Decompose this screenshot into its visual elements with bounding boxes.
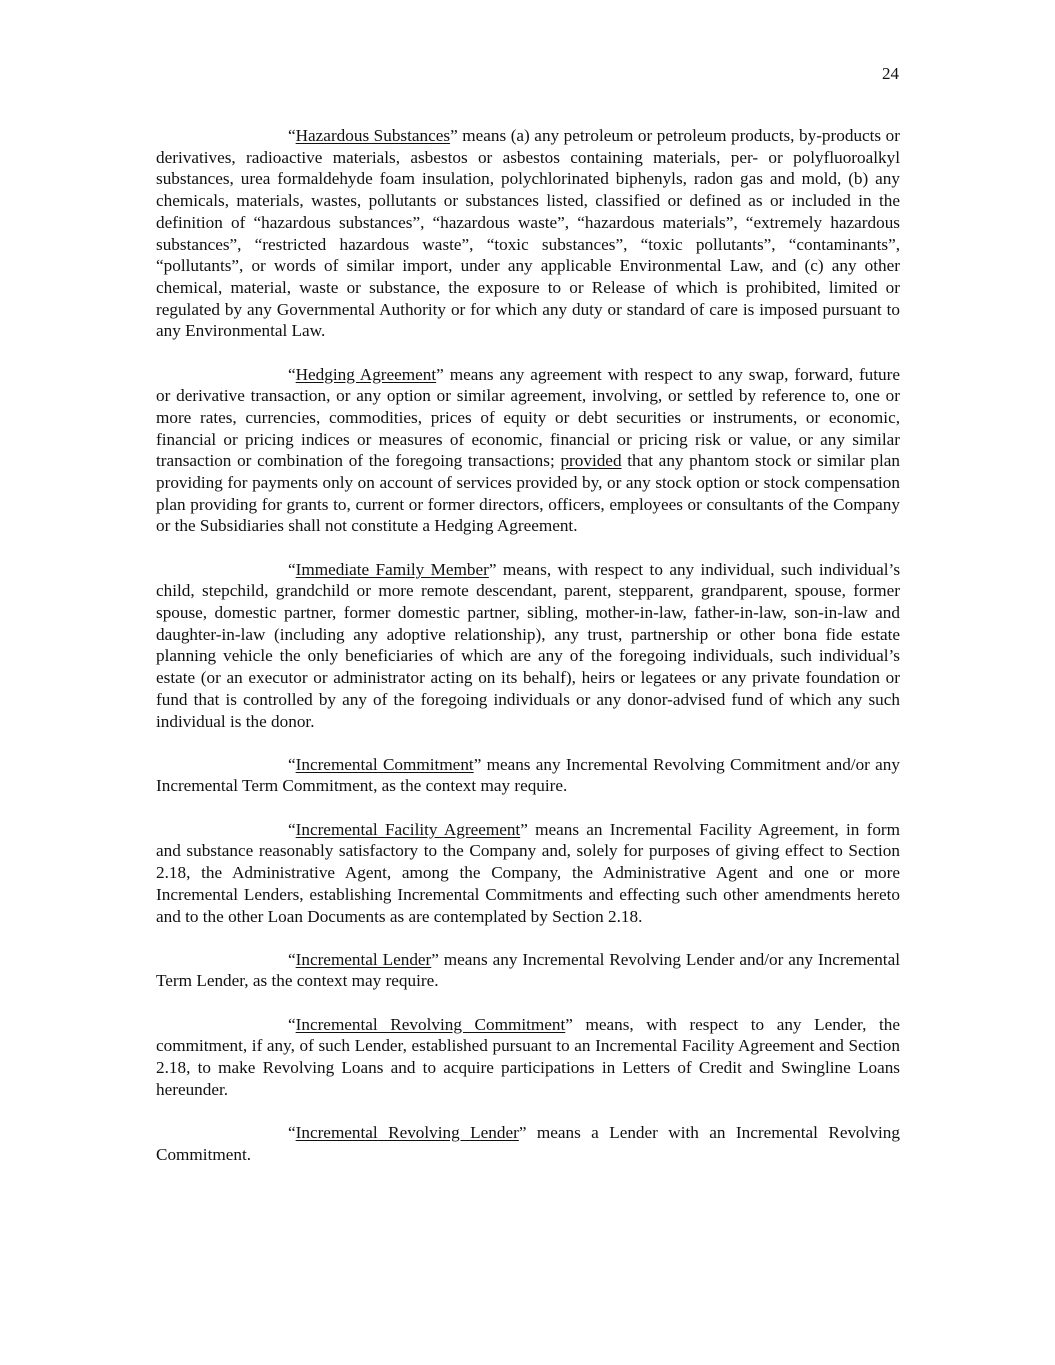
definition-incremental-lender: “Incremental Lender” means any Incremental Revolving Lender and/or any Incremental Term Lender, as the context may require. bbox=[156, 949, 900, 991]
page-number: 24 bbox=[882, 64, 899, 83]
definition-text: ” means any agreement with respect to any swap, forward, future or derivative transaction, or any option or similar agreement, involving, or settled by reference to, one or more rates, currencies, commodities, prices of equity or debt securities or instruments, or economic, financial or pricing indices or measures of economic, financial or pricing risk or value, or any similar transaction or combination of the foregoing transactions; bbox=[156, 364, 900, 471]
definition-incremental-commitment: “Incremental Commitment” means any Incremental Revolving Commitment and/or any Incremental Term Commitment, as the context may require. bbox=[156, 754, 900, 796]
definition-hazardous-substances: “Hazardous Substances” means (a) any petroleum or petroleum products, by-products or derivatives, radioactive materials, asbestos or asbestos containing materials, per- or polyfluoroalkyl substances, urea formaldehyde foam insulation, polychlorinated biphenyls, radon gas and mold, (b) any chemicals, materials, wastes, pollutants or substances listed, classified or defined as or included in the definition of “hazardous substances”, “hazardous waste”, “hazardous materials”, “extremely hazardous substances”, “restricted hazardous waste”, “toxic substances”, “toxic pollutants”, “contaminants”, “pollutants”, or words of similar import, under any applicable Environmental Law, and (c) any other chemical, material, waste or substance, the exposure to or Release of which is prohibited, limited or regulated by any Governmental Authority or for which any duty or standard of care is imposed pursuant to any Environmental Law. bbox=[156, 126, 900, 341]
underlined-proviso: provided bbox=[560, 451, 622, 471]
definition-text: ” means, with respect to any individual, such individual’s child, stepchild, grandchild or more remote descendant, parent, stepparent, grandparent, spouse, former spouse, domestic partner, former domestic partner, sibling, mother-in-law, father-in-law, son-in-law and daughter-in-law (including any adoptive relationship), any trust, partnership or other bona fide estate planning vehicle the only beneficiaries of which are any of the foregoing individuals, such individual’s estate (or an executor or administrator acting on its behalf), heirs or legatees or any private foundation or fund that is controlled by any of the foregoing individuals or any donor-advised fund of which any such individual is the donor. bbox=[156, 559, 901, 731]
definition-text: ” means an Incremental Facility Agreement, in form and substance reasonably satisfactory to the Company and, solely for purposes of giving effect to Section 2.18, the Administrative Agent, among the Company, the Administrative Agent and one or more Incremental Lenders, establishing Incremental Commitments and effecting such other amendments hereto and to the other Loan Documents as are contemplated by Section 2.18. bbox=[156, 819, 901, 926]
definition-immediate-family-member: “Immediate Family Member” means, with respect to any individual, such individual’s child, stepchild, grandchild or more remote descendant, parent, stepparent, grandparent, spouse, former spouse, domestic partner, former domestic partner, sibling, mother-in-law, father-in-law, son-in-law and daughter-in-law (including any adoptive relationship), any trust, partnership or other bona fide estate planning vehicle the only beneficiaries of which are any of the foregoing individuals, such individual’s estate (or an executor or administrator acting on its behalf), heirs or legatees or any private foundation or fund that is controlled by any of the foregoing individuals or any donor-advised fund of which any such individual is the donor. bbox=[156, 559, 901, 731]
definition-text: ” means (a) any petroleum or petroleum products, by-products or derivatives, radioactive materials, asbestos or asbestos containing materials, per- or polyfluoroalkyl substances, urea formaldehyde foam insulation, polychlorinated biphenyls, radon gas and mold, (b) any chemicals, materials, wastes, pollutants or substances listed, classified or defined as or included in the definition of “hazardous substances”, “hazardous waste”, “hazardous materials”, “extremely hazardous substances”, “restricted hazardous waste”, “toxic substances”, “toxic pollutants”, “contaminants”, “pollutants”, or words of similar import, under any applicable Environmental Law, and (c) any other chemical, material, waste or substance, the exposure to or Release of which is prohibited, limited or regulated by any Governmental Authority or for which any duty or standard of care is imposed pursuant to any Environmental Law. bbox=[156, 126, 900, 341]
definitions-section bbox=[156, 125, 900, 1187]
definition-incremental-revolving-lender: “Incremental Revolving Lender” means a Lender with an Incremental Revolving Commitment. bbox=[156, 1122, 900, 1164]
defined-term: Hazardous Substances bbox=[295, 126, 451, 145]
defined-term: Hedging Agreement bbox=[295, 364, 437, 384]
defined-term: Incremental Revolving Lender bbox=[295, 1122, 519, 1142]
definition-text: ” means any Incremental Revolving Lender and/or any Incremental Term Lender, as the context may require. bbox=[156, 949, 900, 991]
defined-term: Incremental Facility Agreement bbox=[295, 819, 521, 839]
defined-term: Immediate Family Member bbox=[295, 559, 489, 579]
defined-term: Incremental Commitment bbox=[295, 754, 474, 774]
definition-incremental-facility-agreement: “Incremental Facility Agreement” means an Incremental Facility Agreement, in form and substance reasonably satisfactory to the Company and, solely for purposes of giving effect to Section 2.18, the Administrative Agent, among the Company, the Administrative Agent and one or more Incremental Lenders, establishing Incremental Commitments and effecting such other amendments hereto and to the other Loan Documents as are contemplated by Section 2.18. bbox=[156, 819, 901, 926]
definition-incremental-revolving-commitment: “Incremental Revolving Commitment” means, with respect to any Lender, the commitment, if any, of such Lender, established pursuant to an Incremental Facility Agreement and Section 2.18, to make Revolving Loans and to acquire participations in Letters of Credit and Swingline Loans hereunder. bbox=[156, 1014, 900, 1099]
definition-text-continued: that any phantom stock or similar plan providing for payments only on account of services provided by, or any stock option or stock compensation plan providing for grants to, current or former directors, officers, employees or consultants of the Company or the Subsidiaries shall not constitute a Hedging Agreement. bbox=[156, 451, 900, 536]
definition-text: ” means a Lender with an Incremental Revolving Commitment. bbox=[156, 1122, 900, 1164]
definition-text: ” means, with respect to any Lender, the commitment, if any, of such Lender, established pursuant to an Incremental Facility Agreement and Section 2.18, to make Revolving Loans and to acquire participations in Letters of Credit and Swingline Loans hereunder. bbox=[156, 1014, 900, 1099]
definition-text: ” means any Incremental Revolving Commitment and/or any Incremental Term Commitment, as the context may require. bbox=[156, 754, 900, 796]
definition-hedging-agreement: “Hedging Agreement” means any agreement with respect to any swap, forward, future or derivative transaction, or any option or similar agreement, involving, or settled by reference to, one or more rates, currencies, commodities, prices of equity or debt securities or instruments, or economic, financial or pricing indices or measures of economic, financial or pricing risk or value, or any similar transaction or combination of the foregoing transactions; provided that any phantom stock or similar plan providing for payments only on account of services provided by, or any stock option or stock compensation plan providing for grants to, current or former directors, officers, employees or consultants of the Company or the Subsidiaries shall not constitute a Hedging Agreement. bbox=[156, 364, 900, 536]
defined-term: Incremental Lender bbox=[295, 949, 432, 969]
defined-term: Incremental Revolving Commitment bbox=[295, 1014, 566, 1034]
